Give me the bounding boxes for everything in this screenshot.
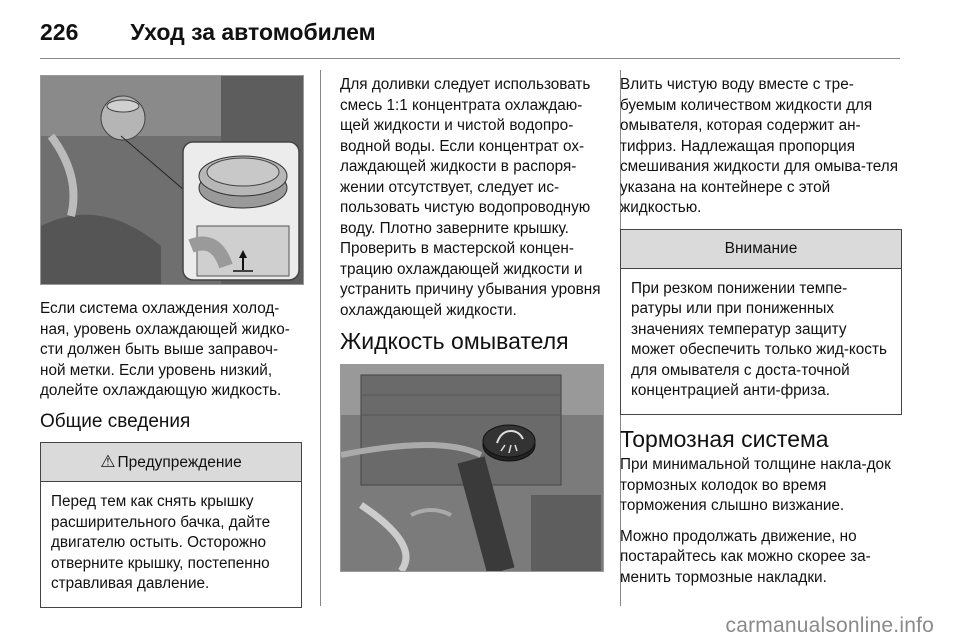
warning-box xyxy=(40,442,302,608)
brake-pad-paragraph: При минимальной толщине накла-док тормозных колодок во время торможения слышно визжание. xyxy=(620,456,891,514)
page-number: 226 xyxy=(40,18,79,45)
section-general-info-title: Общие сведения xyxy=(40,410,191,432)
watermark-link[interactable]: carmanualsonline.info xyxy=(725,614,934,637)
section-brakes-title: Тормозная система xyxy=(620,425,829,452)
warning-triangle-icon: ⚠ xyxy=(100,452,116,471)
chapter-title: Уход за автомобилем xyxy=(130,18,376,45)
warning-box-header xyxy=(41,443,301,482)
coolant-topup-paragraph: Для доливки следует использовать смесь 1:1 концентрата охлаждаю-щей жидкости и чистой водопро-водной воды. Если концентрат ох-лаждающей жидкости в распоря-жении отсутствует, следует ис-пользовать чистую водопроводную воду. Плотно заверните крышку. Проверить в мастерской концен-трацию охлаждающей жидкости и устранить причину убывания уровня охлаждающей жидкости. xyxy=(340,76,601,319)
header-rule xyxy=(40,58,900,59)
washer-reservoir-photo xyxy=(340,364,604,572)
notice-box xyxy=(620,229,902,415)
coolant-reservoir-photo xyxy=(40,75,304,285)
washer-fluid-paragraph: Влить чистую воду вместе с тре-буемым количеством жидкости для омывателя, которая содержит ан-тифриз. Надлежащая пропорция смешивания жидкости для омыва-теля указана на контейнере с этой жидкостью. xyxy=(620,76,899,216)
column-3 xyxy=(620,75,902,598)
coolant-level-paragraph: Если система охлаждения холод-ная, уровень охлаждающей жидко-сти должен быть выше заправоч-ной метки. Если уровень низкий, долейте охлаждающую жидкость. xyxy=(40,300,290,399)
column-divider-1 xyxy=(320,70,321,606)
warning-title: Предупреждение xyxy=(117,454,242,471)
brake-replace-paragraph: Можно продолжать движение, но постарайтесь как можно скорее за-менить тормозные накладки. xyxy=(620,527,871,586)
column-1 xyxy=(40,75,302,618)
warning-text: Перед тем как снять крышку расширительного бачка, дайте двигателю остыть. Осторожно отверните крышку, постепенно стравливая давление. xyxy=(51,493,271,592)
section-washer-fluid-title: Жидкость омывателя xyxy=(340,328,569,354)
notice-text: При резком понижении темпе-ратуры или при пониженных значениях температур защиту может обеспечить только жид-кость для омывателя с доста-точной концентрацией анти-фриза. xyxy=(631,279,887,399)
column-2 xyxy=(340,75,602,572)
notice-title: Внимание xyxy=(621,230,901,269)
page-header xyxy=(40,10,376,54)
